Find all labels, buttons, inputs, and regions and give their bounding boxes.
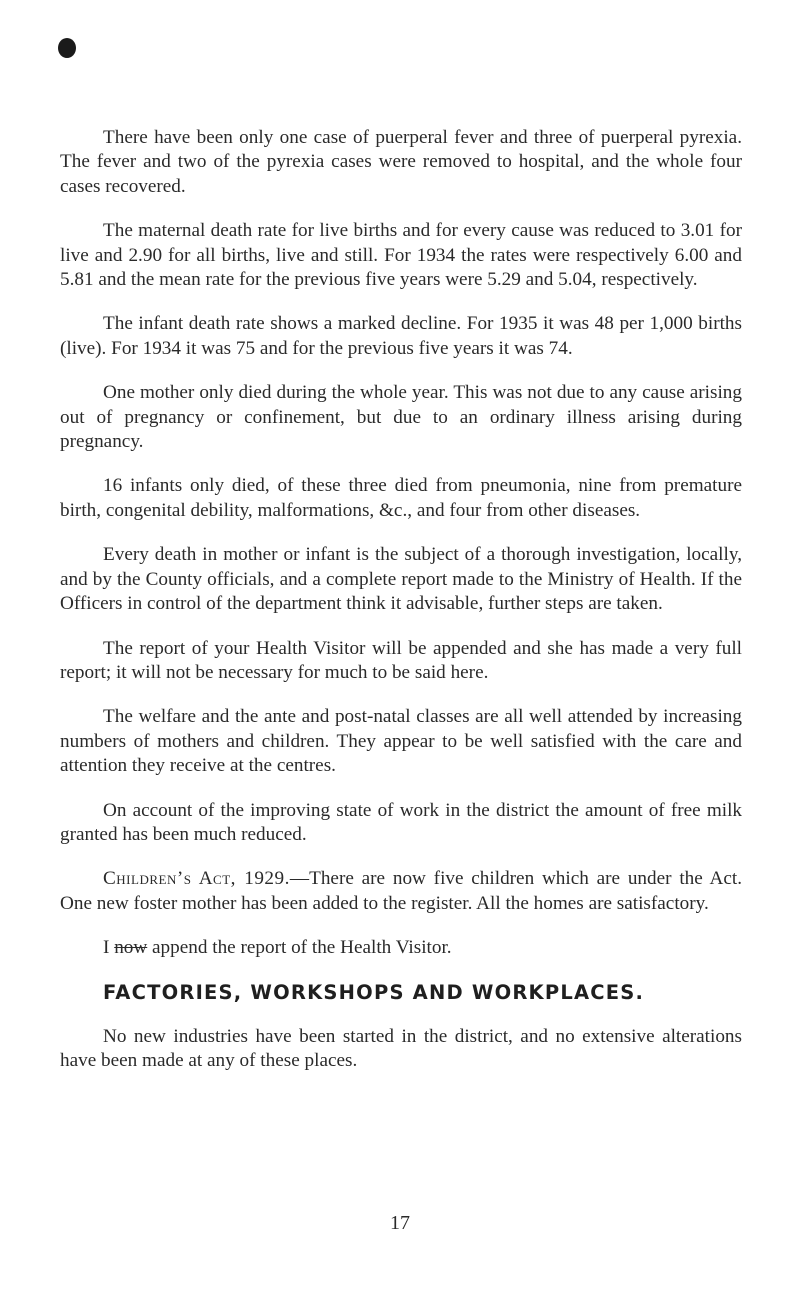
paragraph-factories: No new industries have been started in the district, and no extensive alterations have been made at any of these places. — [60, 1025, 742, 1072]
paragraph-free-milk: On account of the improving state of work in the district the amount of free milk granted has been much reduced. — [60, 799, 742, 845]
page-number: 17 — [390, 1212, 410, 1234]
paragraph-welfare-classes: The welfare and the ante and post-natal classes are all well attended by increasing numbers of mothers and children. They appear to be well satisfied with the care and attention they receive at the centres. — [60, 706, 742, 777]
append-line-rest: append the report of the Health Visitor. — [152, 937, 452, 959]
paragraph-infant-death-rate: The infant death rate shows a marked decline. For 1935 it was 48 per 1,000 births (live). For 1934 it was 75 and for the previous five years it was 74. — [60, 313, 742, 359]
childrens-act-text: —There are now five children which are under the Act. One new foster mother has been added to the register. All the homes are satisfactory. — [60, 868, 742, 914]
section-heading-factories: FACTORIES, WORKSHOPS AND WORKPLACES. — [103, 980, 645, 1004]
punch-hole-mark — [58, 38, 76, 58]
paragraph-childrens-act — [60, 867, 742, 916]
paragraph-maternal-death-rate: The maternal death rate for live births and for every cause was reduced to 3.01 for live and 2.90 for all births, live and still. For 1934 the rates were respectively 6.00 and 5.81 and the mean rate for the previous five years were 5.29 and 5.04, respectively. — [60, 220, 742, 291]
append-line-start: I — [103, 937, 110, 959]
paragraph-infant-deaths: 16 infants only died, of these three died from pneumonia, nine from premature birth, congenital debility, malformations, &c., and four from other diseases. — [60, 475, 742, 521]
paragraph-health-visitor-report: The report of your Health Visitor will be appended and she has made a very full report; it will not be necessary for much to be said here. — [60, 637, 742, 683]
paragraph-death-investigation: Every death in mother or infant is the subject of a thorough investigation, locally, and by the County officials, and a complete report made to the Ministry of Health. If the Officers in control of the department think it advisable, further steps are taken. — [60, 544, 742, 615]
paragraph-append-report — [60, 936, 742, 960]
body-text — [60, 126, 742, 1094]
paragraph-puerperal-fever: There have been only one case of puerperal fever and three of puerperal pyrexia. The fever and two of the pyrexia cases were removed to hospital, and the whole four cases recovered. — [60, 127, 742, 197]
struck-word: now — [114, 937, 148, 959]
childrens-act-heading: Children’s Act, 1929. — [103, 868, 290, 890]
paragraph-mother-death: One mother only died during the whole year. This was not due to any cause arising out of pregnancy or confinement, but due to an ordinary illness arising during pregnancy. — [60, 382, 742, 453]
